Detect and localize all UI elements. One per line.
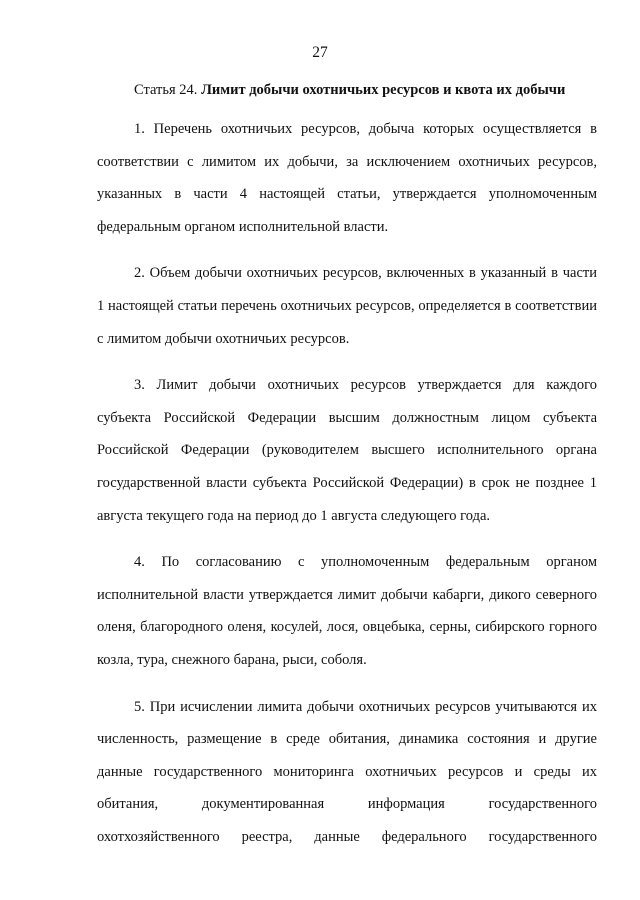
article-heading	[97, 80, 597, 100]
article-label: Статья 24.	[134, 82, 198, 98]
paragraph-1: 1. Перечень охотничьих ресурсов, добыча которых осуществляется в соответствии с лимитом их добычи, за исключением охотничьих ресурсов, указанных в части 4 настоящей статьи, утверждается уполномоченным федеральным органом исполнительной власти.	[97, 121, 597, 235]
paragraph-4: 4. По согласованию с уполномоченным федеральным органом исполнительной власти утверждается лимит добычи кабарги, дикого северного оленя, благородного оленя, косулей, лося, овцебыка, серны, сибирского горного козла, тура, снежного барана, рыси, соболя.	[97, 554, 597, 668]
page-number: 27	[312, 44, 328, 61]
document-body	[97, 80, 597, 867]
paragraph-5: 5. При исчислении лимита добычи охотничьих ресурсов учитываются их численность, размещение в среде обитания, динамика состояния и другие данные государственного мониторинга охотничьих ресурсов и среды их обитания, документированная информация государственного охотхозяйственного реестра, данные федерального государственного	[97, 698, 597, 845]
paragraph-2: 2. Объем добычи охотничьих ресурсов, включенных в указанный в части 1 настоящей статьи перечень охотничьих ресурсов, определяется в соответствии с лимитом добычи охотничьих ресурсов.	[97, 265, 597, 347]
paragraph-3: 3. Лимит добычи охотничьих ресурсов утверждается для каждого субъекта Российской Федерации высшим должностным лицом субъекта Российской Федерации (руководителем высшего исполнительного органа государственной власти субъекта Российской Федерации) в срок не позднее 1 августа текущего года на период до 1 августа следующего года.	[97, 377, 597, 524]
article-title: Лимит добычи охотничьих ресурсов и квота их добычи	[201, 82, 566, 98]
